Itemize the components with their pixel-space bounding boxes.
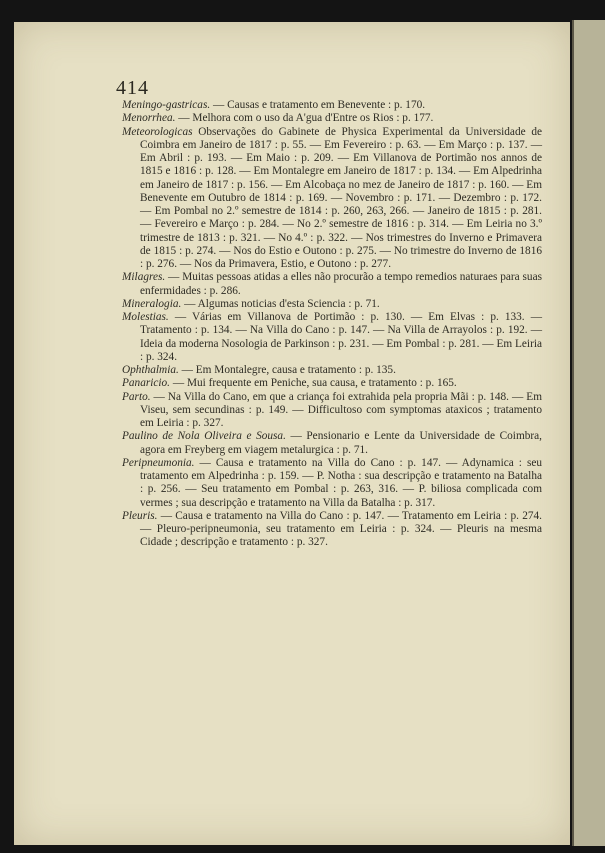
index-entry xyxy=(122,298,542,311)
index-entry xyxy=(122,457,542,510)
entry-heading: Meningo-gastricas. xyxy=(122,99,211,111)
index-entry xyxy=(122,430,542,457)
entry-text: — Causas e tratamento em Benevente : p. 170. xyxy=(210,99,426,111)
entry-heading: Mineralogia. xyxy=(122,297,182,310)
index-entry xyxy=(122,311,542,364)
entry-text: — Várias em Villanova de Portimão : p. 130. — Em Elvas : p. 133. — Tratamento : p. 134. — Na Villa do Cano : p. 147. — Na Villa de Arrayolos : p. 192. — Ideia da moderna Nosologia de Parkinson : p. 231. — Em Pombal : p. 281. — Em Leiria : p. 324. xyxy=(140,311,542,363)
entry-text: — Pensionario e Lente da Universidade de Coimbra, agora em Freyberg em viagem metalurgica : p. 71. xyxy=(140,430,542,456)
entry-text: — Melhora com o uso da A'gua d'Entre os Rios : p. 177. xyxy=(175,112,434,125)
index-entries xyxy=(122,99,542,550)
entry-text: — Na Villa do Cano, em que a criança foi extrahida pela propria Mãi : p. 148. — Em Viseu, sem secundinas : p. 149. — Difficultoso com symptomas ataxicos ; tratamento em Leiria : p. 327. xyxy=(140,390,542,429)
entry-heading: Pleuris. xyxy=(122,509,158,522)
index-entry xyxy=(122,99,542,112)
adjacent-page-edge xyxy=(572,20,605,846)
index-entry xyxy=(122,510,542,550)
entry-heading: Menorrhea. xyxy=(122,112,176,125)
entry-text: — Em Montalegre, causa e tratamento : p. 135. xyxy=(178,364,396,376)
page-number: 414 xyxy=(116,77,149,99)
entry-heading: Meteorologicas xyxy=(122,125,193,138)
entry-heading: Ophthalmia. xyxy=(122,364,179,376)
entry-text: — Algumas noticias d'esta Sciencia : p. 71. xyxy=(181,297,380,310)
entry-text: — Muitas pessoas atidas a elles não procurão a tempo remedios naturaes para suas enfermidades : p. 286. xyxy=(140,271,542,297)
entry-heading: Paulino de Nola Oliveira e Sousa. xyxy=(122,430,286,443)
index-entry xyxy=(122,391,542,431)
entry-text: — Mui frequente em Peniche, sua causa, e tratamento : p. 165. xyxy=(170,377,457,390)
entry-heading: Panaricio. xyxy=(122,377,171,390)
index-entry xyxy=(122,271,542,298)
entry-heading: Peripneumonia. xyxy=(122,456,195,469)
index-entry xyxy=(122,377,542,390)
index-entry xyxy=(122,364,542,377)
index-entry xyxy=(122,112,542,125)
entry-text: Observações do Gabinete de Physica Experimental da Universidade de Coimbra em Janeiro de 1817 : p. 55. — Em Fevereiro : p. 63. — Em Março : p. 137. — Em Abril : p. 193. — Em Maio : p. 209. — Em Villanova de Portimão nos annos de 1815 e 1816 : p. 128. — Em Montalegre em Janeiro de 1817 : p. 134. — Em Alpedrinha em Janeiro de 1817 : p. 156. — Em Alcobaça no mez de Janeiro de 1817 : p. 160. — Em Benevente em Outubro de 1814 : p. 169. — Novembro : p. 171. — Dezembro : p. 172. — Em Pombal no 2.º semestre de 1814 : p. 260, 263, 266. — Janeiro de 1815 : p. 281. — Fevereiro e Março : p. 284. — No 2.º semestre de 1816 : p. 314. — Em Leiria no 3.º trimestre de 1813 : p. 321. — No 4.º : p. 322. — Nos trimestres do Inverno e Primavera de 1815 : p. 274. — Nos do Estio e Outono : p. 275. — No trimestre do Inverno de 1816 : p. 276. — Nos da Primavera, Estio, e Outono : p. 277. xyxy=(140,125,542,270)
index-entry xyxy=(122,126,542,272)
entry-heading: Parto. xyxy=(122,390,151,403)
entry-heading: Molestias. xyxy=(122,311,169,323)
entry-text: — Causa e tratamento na Villa do Cano : p. 147. — Tratamento em Leiria : p. 274. — Pleuro-peripneumonia, seu tratamento em Leiria : p. 324. — Pleuris na mesma Cidade ; descripção e tratamento : p. 327. xyxy=(140,509,542,549)
entry-heading: Milagres. xyxy=(122,271,166,284)
entry-text: — Causa e tratamento na Villa do Cano : p. 147. — Adynamica : seu tratamento em Alpedrinha : p. 159. — P. Notha : sua descripção e tratamento na Batalha : p. 256. — Seu tratamento em Pombal : p. 263, 316. — P. biliosa complicada com vermes ; sua descripção e tratamento na Villa da Batalha : p. 317. xyxy=(140,456,542,509)
